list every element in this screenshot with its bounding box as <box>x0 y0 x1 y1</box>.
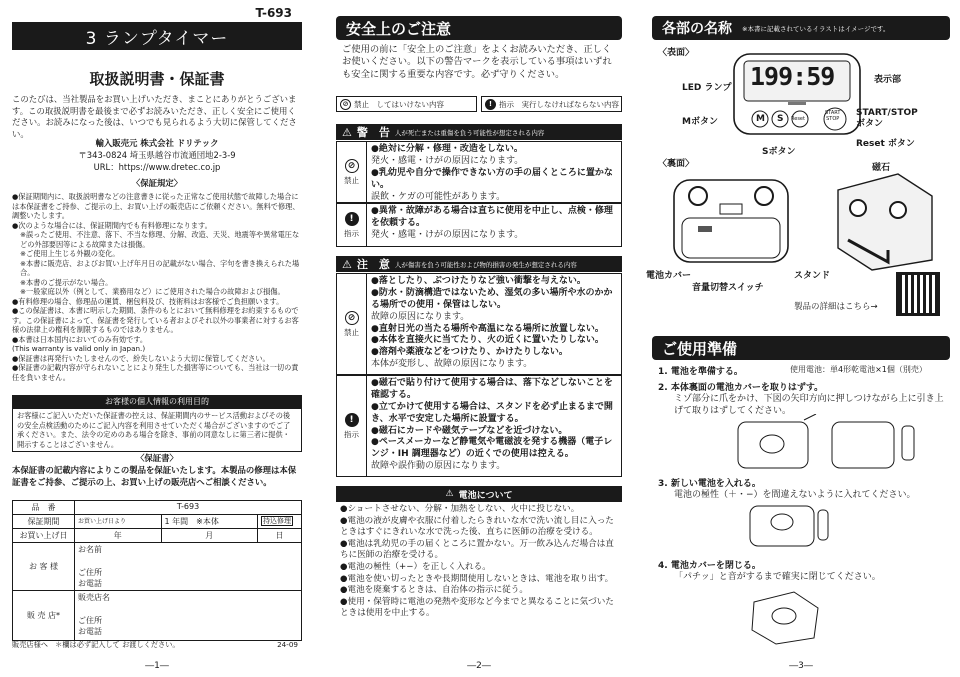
model-number: T-693 <box>255 6 292 20</box>
repair-stamp: 持込修理 <box>258 515 302 529</box>
battery-list <box>340 504 622 620</box>
safety-intro: ご使用の前に「安全上のご注意」をよくお読みいただき、正しくお使いください。以下の警告マークを表示している事項はいずれも安全に関する重要な内容です。必ず守りください。 <box>342 44 612 80</box>
battery-item: ●電池は乳幼児の手の届くところに置かない。万一飲み込んだ場合は直ちに医師の治療を受ける。 <box>340 538 614 561</box>
intro-text: このたびは、当社製品をお買い上げいただき、まことにありがとうございます。この取扱説明書を最後まで必ずお読みいただき、正しく安全にご使用ください。お読みになった後は、いつでも見られるよう大切に保管してください。 <box>12 94 297 139</box>
page-1 <box>12 0 302 677</box>
warranty-rules-title: 〈保証規定〉 <box>131 178 183 188</box>
customer-address: ご住所 <box>78 568 102 577</box>
privacy-title: お客様の個人情報の利用目的 <box>12 395 302 408</box>
privacy-text: お客様にご記入いただいた保証書の控えは、保証期間内のサービス活動およびその後の安全点検活動のためにご記入内容を利用させていただく場合がございますのでご了承ください。また、法令の定めのある場合を除き、事前の同意なしに第三者に提供・開示することはございません。 <box>12 408 302 452</box>
battery-item: ●電池を廃棄するときは、自治体の指示に従う。 <box>340 585 528 596</box>
product-name: 3 ランプタイマー <box>12 22 302 50</box>
customer-label: お 客 様 <box>13 543 75 591</box>
product-value: T-693 <box>75 501 302 515</box>
month-label: 月 <box>161 529 257 543</box>
led-lamp-label: LED ランプ <box>682 83 732 93</box>
legend-prohibit: ⊘ 禁止 してはいけない内容 <box>336 96 477 112</box>
warranty-table <box>12 500 302 641</box>
year-label: 年 <box>75 529 162 543</box>
shop-address: ご住所 <box>78 616 102 625</box>
caution-header: ⚠ 注 意 人が傷害を負う可能性および物的損害の発生が想定される内容 <box>336 256 622 272</box>
customer-fields <box>75 543 302 591</box>
battery-header: ⚠ 電池について <box>336 486 622 502</box>
display-readout: 199:59 <box>750 62 835 91</box>
day-label: 日 <box>258 529 302 543</box>
shop-label: 販 売 店* <box>13 591 75 641</box>
instruct-icon: ! <box>345 212 359 226</box>
step-2: 2. 本体裏面の電池カバーを取りはずす。 <box>658 383 824 393</box>
footnote: 販売店様へ ＊欄は必ず記入して お渡しください。 24-09 <box>12 640 298 649</box>
magnet-label: 磁石 <box>872 163 891 173</box>
period-value: 1 年間 ※本体 <box>161 515 257 529</box>
battery-cover-label: 電池カバー <box>646 271 692 281</box>
seller: 輸入販売元 株式会社 ドリテック <box>95 138 219 148</box>
section-title-safety: 安全上のご注意 <box>336 16 622 40</box>
reset-button-label: Reset ボタン <box>856 139 915 149</box>
rule-item: ●保証書の記載内容が守られないことにより発生した損害等についても、当社は一切の責任を負いません。 <box>12 363 299 382</box>
warning-prohibit-row: ⊘ 禁止 ●絶対に分解・修理・改造をしない。 発火・感電・けがの原因になります。 ●乳幼児や自分で操作できない方の手の届くところに置かない。 誤飲・ケガの可能性があります。 <box>336 141 622 203</box>
shop-fields <box>75 591 302 641</box>
rule-item: ※本書に販売店、およびお買い上げ年月日の記載がない場合、字句を書き換えられた場合。 <box>20 258 300 277</box>
step-1: 1. 電池を準備する。 <box>658 367 743 377</box>
step-4-illustration <box>744 586 824 646</box>
stand-label: スタンド <box>794 271 831 281</box>
rule-item: ●本書は日本国内においてのみ有効です。 <box>12 334 148 344</box>
instruct-icon: ! <box>485 99 496 110</box>
rule-item: ※本書のご提示がない場合。 <box>20 277 113 287</box>
warranty-title: 〈保証書〉 <box>136 453 178 463</box>
date-label: お買い上げ日 <box>13 529 75 543</box>
battery-item: ●電池の極性（+−）を正しく入れる。 <box>340 561 491 572</box>
customer-name: お名前 <box>78 545 102 554</box>
legend-instruct: ! 指示 実行しなければならない内容 <box>481 96 622 112</box>
caution-triangle-icon: ⚠ <box>342 257 352 271</box>
rule-item: ●保証期間内に、取扱説明書などの注意書きに従った正常なご使用状態で故障した場合には本保証書をご持参、ご提示の上、お買い上げの販売店にご依頼ください。無料で修理、調整いたします。 <box>12 192 300 220</box>
m-button[interactable]: M <box>756 114 765 124</box>
doc-code: 24-09 <box>277 640 298 649</box>
product-label: 品 番 <box>13 501 75 515</box>
section-title-parts: 各部の名称 ※本書に記載されているイラストはイメージです。 <box>652 16 950 40</box>
warranty-intro: 本保証書の記載内容によりこの製品を保証いたします。本製品の修理は本保証書をご持参、ご提示の上、お買い上げの販売店へご相談ください。 <box>12 465 297 487</box>
page-number: ―3― <box>789 661 813 671</box>
period-note: お買い上げ日より <box>75 515 162 529</box>
prohibit-icon: ⊘ <box>340 99 351 110</box>
address: 〒343-0824 埼玉県越谷市流通団地2-3-9 <box>78 150 236 160</box>
step-3: 3. 新しい電池を入れる。 <box>658 479 761 489</box>
battery-item: ●ショートさせない、分解・加熱をしない、火中に投じない。 <box>340 504 580 514</box>
battery-item: ●電池を使い切ったときや長期間使用しないときは、電池を取り出す。 <box>340 573 614 584</box>
step-3-illustration <box>746 502 846 548</box>
reset-button[interactable]: Reset <box>791 116 805 122</box>
step-2-illustration <box>732 414 922 470</box>
url[interactable]: URL：https://www.dretec.co.jp <box>93 162 221 172</box>
page-2 <box>336 0 622 677</box>
shop-tel: お電話 <box>78 627 102 636</box>
prohibit-icon: ⊘ <box>345 159 359 173</box>
battery-item: ●使用・保管時に電池の発熱や変形など今までと異なることに気づいたときは使用を中止する。 <box>340 596 614 619</box>
step-2-note: ミゾ部分に爪をかけ、下図の矢印方向に押しつけながら上に引き上げて取りはずしてください。 <box>674 394 944 416</box>
warranty-rules <box>12 192 302 392</box>
rule-item: ※ご使用上生じる外観の変化。 <box>20 249 120 258</box>
start-stop-label: START/STOP ボタン <box>856 108 918 130</box>
s-button[interactable]: S <box>777 114 784 124</box>
page-3 <box>646 0 950 677</box>
display-label: 表示部 <box>874 75 902 85</box>
caution-instruct-row: ! 指示 ●磁石で貼り付けて使用する場合は、落下などしないことを確認する。 ●立てかけて使用する場合は、スタンドを必ず止まるまで開き、水平で安定した場所に設置する。 ●磁石にカードや磁気テープなどを近づけない。 ●ペースメーカーなど静電気や電磁波を発する機器（電子レンジ・IH 調理器など）の近くでの使用は控える。 故障や誤作動の原因になります。 <box>336 375 622 477</box>
section-title-prep: ご使用準備 <box>652 336 950 360</box>
m-button-label: Mボタン <box>682 117 718 127</box>
page-number: ―1― <box>145 661 169 671</box>
shop-name: 販売店名 <box>78 593 110 602</box>
prohibit-icon: ⊘ <box>345 311 359 325</box>
warning-header: ⚠ 警 告 人が死亡または重傷を負う可能性が想定される内容 <box>336 124 622 140</box>
front-label: 〈表面〉 <box>658 48 695 58</box>
s-button-label: Sボタン <box>762 147 796 157</box>
rule-item: ●保証書は再発行いたしませんので、紛失しないよう大切に保管してください。 <box>12 353 270 363</box>
step-4-note: 「パチッ」と音がするまで確実に閉じてください。 <box>674 572 881 582</box>
page-number: ―2― <box>467 661 491 671</box>
battery-item: ●電池の液が皮膚や衣服に付着したらきれいな水で洗い流し目に入ったときはすぐにきれいな水で洗った後、直ちに医師の治療を受ける。 <box>340 515 614 538</box>
start-stop-button[interactable]: START STOP <box>825 110 841 122</box>
timer-back-illustration <box>672 178 792 266</box>
privacy-box <box>12 395 302 452</box>
back-label: 〈裏面〉 <box>658 159 695 169</box>
doc-title: 取扱説明書・保証書 <box>89 70 225 88</box>
step-3-note: 電池の極性（＋・−）を間違えないように入れてください。 <box>674 490 916 500</box>
rule-item: ●次のような場合には、保証期間内でも有料修理になります。 <box>12 220 212 230</box>
legend <box>336 96 622 112</box>
rule-item: ※一般家庭以外（例として、業務用など）にご使用された場合の故障および損傷。 <box>20 287 285 296</box>
details-link[interactable]: 製品の詳細はこちら→ <box>794 302 878 312</box>
volume-switch-label: 音量切替スイッチ <box>692 283 764 293</box>
caution-prohibit-row: ⊘ 禁止 ●落としたり、ぶつけたりなど強い衝撃を与えない。 ●防水・防滴構造ではないため、湿気の多い場所や水のかかる場所での使用・保管はしない。 故障の原因になります。 ●直射日光の当たる場所や高温になる場所に放置しない。 ●本体を直接火に当てたり、火の近くに置いたりしない。 ●溶剤や薬液などをつけたり、かけたりしない。 本体が変形し、故障の原因になります。 <box>336 273 622 375</box>
period-label: 保証期間 <box>13 515 75 529</box>
warning-instruct-row: ! 指示 ●異常・故障がある場合は直ちに使用を中止し、点検・修理を依頼する。 発火・感電・けがの原因になります。 <box>336 203 622 247</box>
step-1-note: 使用電池：単4形乾電池×1個（別売） <box>790 365 927 374</box>
instruct-icon: ! <box>345 413 359 427</box>
warning-triangle-icon: ⚠ <box>342 125 352 139</box>
step-4: 4. 電池カバーを閉じる。 <box>658 561 761 571</box>
qr-code-icon[interactable] <box>896 272 940 316</box>
customer-tel: お電話 <box>78 579 102 588</box>
battery-triangle-icon: ⚠ <box>445 489 454 499</box>
rule-item: ※誤ったご使用、不注意、落下、不当な修理、分解、改造、天災、地震等や異常電圧などの外部要因等による故障または損傷。 <box>20 230 300 249</box>
rule-item: (This warranty is valid only in Japan.) <box>12 344 146 353</box>
rule-item: ●この保証書は、本書に明示した期間、条件のもとにおいて無料修理をお約束するものです。この保証書によって、保証書を発行している者およびそれ以外の事業者に対するお客様の法律上の権利を制限するものではありません。 <box>12 306 299 334</box>
timer-stand-illustration <box>828 170 938 274</box>
rule-item: ●有料修理の場合、修理品の運賃、梱包料及び、技術料はお客様でご負担願います。 <box>12 296 284 306</box>
